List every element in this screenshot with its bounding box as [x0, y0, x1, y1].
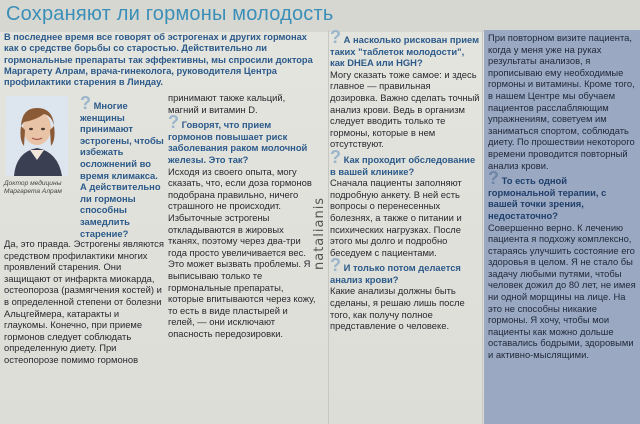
- answer-4: Сначала пациенты заполняют подробную анкету. В ней есть вопросы о перенесенных болезнях, а также о питании и психических нагрузках. После этого мы долго и подробно беседуем с пациентами.: [330, 177, 462, 258]
- question-5: [330, 255, 480, 285]
- question-5-text: И только потом делается анализ крови?: [330, 262, 461, 285]
- answer-7: Совершенно верно. К лечению пациента я подхожу комплексно, стараясь улучшить состояние его здоровья в целом. Я не стало бы задачу любыми путями, чтобы человек дожил до 80 лет, не имея ни одной морщины на лице. На это не способны никакие гормоны. Я хочу, чтобы мои пациенты как можно дольше оставались бодрыми, здоровыми и активно-мыслящими.: [488, 221, 636, 361]
- article-title: Сохраняют ли гормоны молодость: [0, 0, 640, 32]
- question-mark-icon: ?: [330, 30, 341, 47]
- column-divider: [328, 30, 329, 424]
- question-mark-icon: ?: [488, 168, 499, 189]
- question-mark-icon: ?: [330, 146, 341, 167]
- answer-3: Могу сказать тоже самое: и здесь главное — правильная дозировка. Важно сделать точный анализ крови. Ведь в организм следует вводить только те гормоны, которые в нем отсутствуют.: [330, 68, 480, 150]
- article-lead: В последнее время все говорят об эстрогенах и других гормонах как о средстве борьбы со старостью. Действительно ли гормональные препараты так эффективны, мы спросили доктора Маргарету Алрам, врача-гинеколога, руководителя Центра профилактики старения в Линдау.: [4, 32, 313, 88]
- answer-6: При повторном визите пациента, когда у меня уже на руках результаты анализов, я прописываю ему необходимые гормоны и витамины. Кроме того, в нашем Центре мы обучаем пациентов расслабляющим упражнениям, советуем им заниматься спортом, соблюдать диету. По прошествии некоторого времени проводится повторный анализ крови.: [488, 32, 635, 171]
- question-2: [168, 112, 316, 165]
- question-3: [330, 30, 480, 69]
- question-4: [330, 146, 480, 177]
- question-3-text: А насколько рискован прием таких "таблеток молодости", как DHEA или HGH?: [330, 34, 480, 69]
- answer-5: Какие анализы должны быть сделаны, я решаю лишь после того, как получу полное представление о человеке.: [330, 285, 465, 332]
- question-1: [80, 93, 164, 239]
- photo-caption: Доктор медицины Маргарета Алрам: [4, 180, 62, 195]
- column-3: [330, 30, 480, 424]
- doctor-photo: [6, 96, 68, 176]
- question-mark-icon: ?: [80, 93, 91, 113]
- question-mark-icon: ?: [168, 112, 179, 133]
- question-mark-icon: ?: [330, 255, 341, 276]
- answer-1-cont: принимают также кальций, магний и витамин D.: [168, 92, 286, 115]
- question-6: [488, 168, 636, 221]
- answer-2: Исходя из своего опыта, могу сказать, что, если доза гормонов подобрана правильно, ничего страшного не происходит. Избыточные эстрогены откладываются в жировых тканях, поэтому через два-три года просто увеличивается вес. Это может вызвать проблемы. Я выписываю только те гормональные препараты, которые впитываются через кожу, то есть в виде пластырей и гелей, — они исключают опасность передозировки.: [168, 165, 316, 339]
- watermark: natalianis: [312, 196, 327, 270]
- question-4-text: Как проходит обследование в вашей клинике?: [330, 153, 476, 177]
- column-divider: [482, 30, 483, 424]
- column-2: [168, 92, 316, 424]
- question-1-text: Многие женщины принимают эстрогены, чтобы избежать осложнений во время климакса. А действительно ли гормоны способны замедлить старение?: [80, 100, 164, 239]
- sidebar-column: [484, 30, 640, 424]
- question-6-text: То есть одной гормональной терапии, с вашей точки зрения, недостаточно?: [488, 175, 607, 221]
- answer-1: Да, это правда. Эстрогены являются средством профилактики многих проявлений старения. Они защищают от инфаркта миокарда, остеопороза (размягчения костей) и в определенной степени от болезни Альцгеймера, катаракты и глаукомы. Конечно, при приеме гормонов следует соблюдать определенную диету. При остеопорозе помимо гормонов: [4, 238, 164, 365]
- question-2-text: Говорят, что прием гормонов повышает риск заболевания раком молочной железы. Это так?: [168, 119, 308, 165]
